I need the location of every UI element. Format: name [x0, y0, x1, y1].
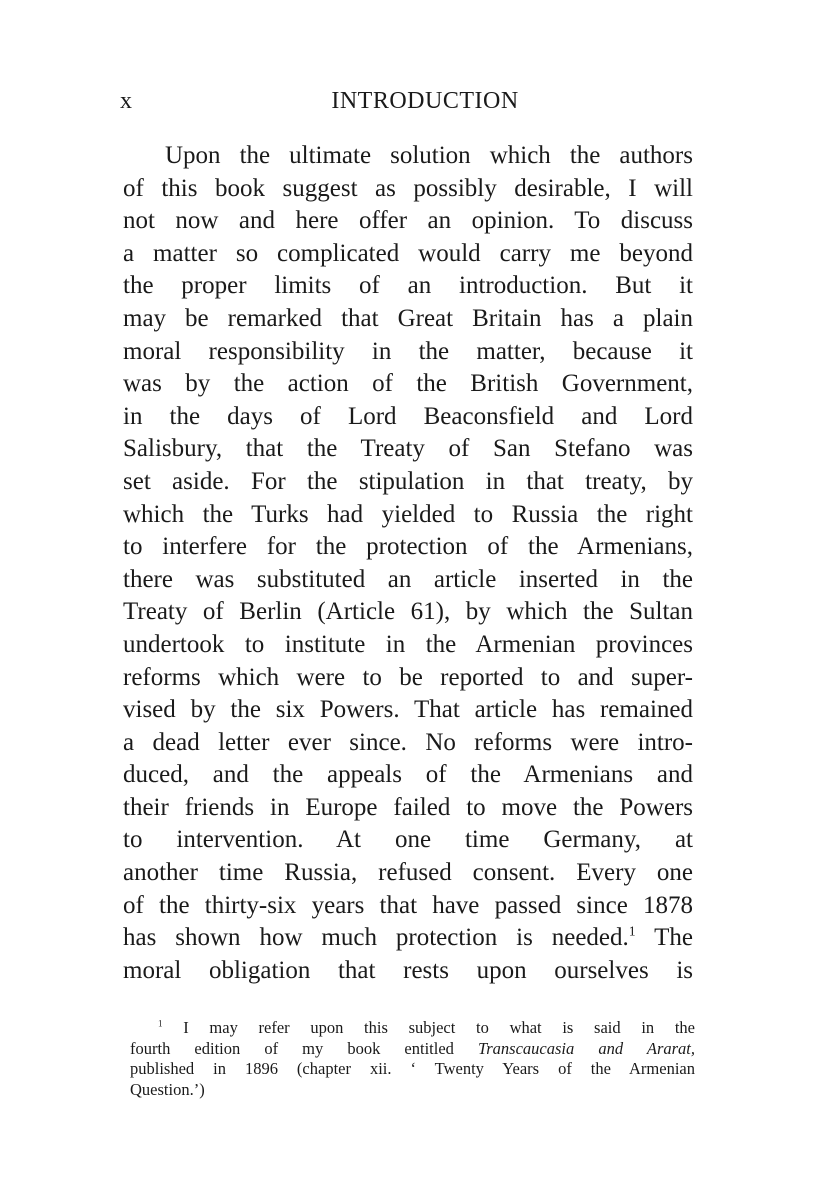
text-line: Upon the ultimate solution which the authors	[165, 142, 693, 169]
footnote-line: Question.’)	[130, 1079, 205, 1099]
text-line: not now and here offer an opinion. To discuss	[123, 207, 693, 235]
text-line: of the thirty-six years that have passed since 1878	[123, 891, 693, 919]
running-title: INTRODUCTION	[331, 88, 519, 114]
text-line: there was substituted an article inserted in the	[123, 565, 693, 593]
text-line: Treaty of Berlin (Article 61), by which the Sultan	[123, 598, 693, 626]
footnote-marker: 1	[158, 1018, 163, 1029]
body-paragraph	[123, 140, 693, 987]
text-line: their friends in Europe failed to move the Powers	[123, 793, 693, 821]
text-line: moral responsibility in the matter, because it	[123, 337, 693, 365]
text-line-with-footnote-ref	[123, 922, 693, 955]
book-title: Transcaucasia and Ararat,	[478, 1038, 696, 1058]
text-line: duced, and the appeals of the Armenians and	[123, 761, 693, 789]
text-line: the proper limits of an introduction. But it	[123, 272, 693, 300]
text-segment: The	[654, 924, 693, 952]
text-line: was by the action of the British Government,	[123, 370, 693, 398]
footnote-reference: 1	[628, 923, 636, 939]
page-number: x	[120, 88, 133, 114]
text-line: vised by the six Powers. That article has remained	[123, 696, 693, 724]
text-line: to intervention. At one time Germany, at	[123, 826, 693, 854]
text-line: in the days of Lord Beaconsfield and Lord	[123, 402, 693, 430]
text-line: a dead letter ever since. No reforms were intro-	[123, 728, 693, 756]
text-line: Salisbury, that the Treaty of San Stefano was	[123, 435, 693, 463]
footnote	[130, 1018, 695, 1100]
text-line: undertook to institute in the Armenian provinces	[123, 630, 693, 658]
text-line: a matter so complicated would carry me beyond	[123, 239, 693, 267]
text-line: reforms which were to be reported to and super-	[123, 663, 693, 691]
footnote-text: I may refer upon this subject to what is said in the	[183, 1018, 696, 1037]
text-line: which the Turks had yielded to Russia the right	[123, 500, 693, 528]
text-line: of this book suggest as possibly desirable, I will	[123, 174, 693, 202]
footnote-line	[130, 1018, 695, 1039]
text-line: set aside. For the stipulation in that treaty, by	[123, 467, 693, 495]
text-segment: has shown how much protection is needed.	[123, 924, 629, 952]
text-line: another time Russia, refused consent. Every one	[123, 859, 693, 887]
page-header	[120, 88, 700, 128]
footnote-text: fourth edition of my book entitled	[130, 1038, 454, 1058]
text-line: to interfere for the protection of the Armenians,	[123, 533, 693, 561]
footnote-line	[130, 1039, 695, 1060]
footnote-line: published in 1896 (chapter xii. ‘ Twenty Years of the Armenian	[130, 1059, 695, 1078]
text-line: moral obligation that rests upon ourselves is	[123, 956, 693, 984]
text-line: may be remarked that Great Britain has a plain	[123, 304, 693, 332]
